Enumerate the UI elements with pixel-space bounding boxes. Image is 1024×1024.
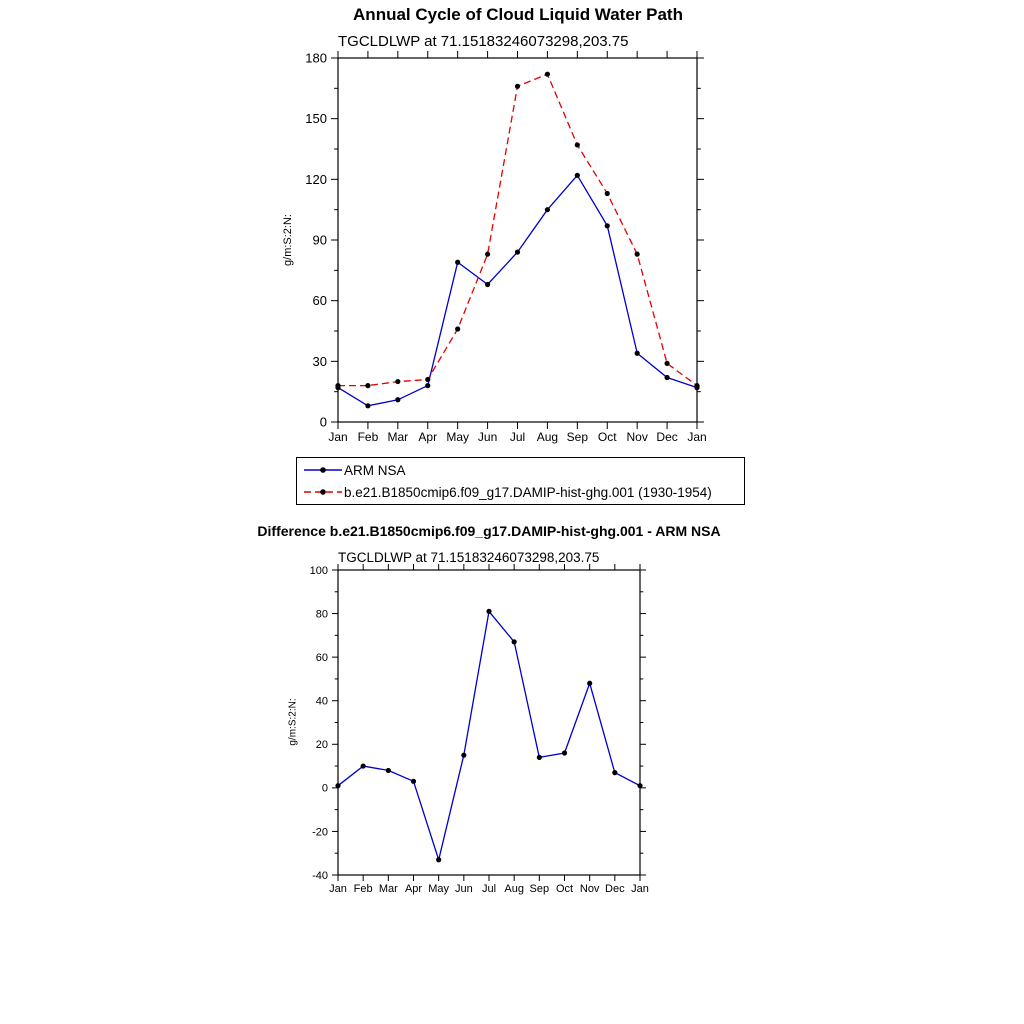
- y-tick-label: 120: [305, 171, 327, 187]
- x-tick-label: Aug: [504, 883, 524, 895]
- top-chart-subtitle: TGCLDLWP at 71.15183246073298,203.75: [338, 33, 629, 50]
- data-point-marker: [612, 770, 617, 775]
- data-point-marker: [562, 750, 567, 755]
- data-point-marker: [515, 84, 520, 89]
- x-tick-label: Nov: [579, 883, 600, 895]
- x-tick-label: May: [428, 883, 450, 895]
- x-tick-label: Apr: [418, 430, 438, 444]
- y-tick-label: 40: [315, 695, 328, 708]
- data-point-marker: [425, 383, 430, 388]
- top-chart-title: Annual Cycle of Cloud Liquid Water Path: [353, 5, 683, 24]
- x-tick-label: May: [446, 430, 470, 444]
- data-point-marker: [485, 282, 490, 287]
- data-point-marker: [425, 377, 430, 382]
- y-tick-label: 30: [312, 353, 327, 369]
- data-point-marker: [545, 207, 550, 212]
- data-point-marker: [637, 783, 642, 788]
- series-line-arm-nsa: [338, 175, 697, 405]
- top-chart-plot: [305, 51, 706, 444]
- x-tick-label: Jan: [329, 883, 347, 895]
- x-tick-label: Jan: [687, 430, 707, 444]
- series-line-b-e21-b1850cmip6-f09-g17-damip-hist-ghg-001-1930-1954-: [338, 74, 697, 385]
- data-point-marker: [485, 252, 490, 257]
- legend-box: [296, 457, 745, 505]
- y-tick-label: 150: [305, 111, 327, 127]
- data-point-marker: [365, 383, 370, 388]
- x-tick-label: Sep: [566, 430, 589, 444]
- data-point-marker: [486, 609, 491, 614]
- x-tick-label: Jan: [631, 883, 649, 895]
- y-tick-label: 90: [312, 232, 327, 248]
- y-tick-label: 80: [315, 608, 328, 621]
- data-point-marker: [395, 397, 400, 402]
- y-tick-label: 0: [319, 414, 327, 430]
- x-tick-label: Feb: [357, 430, 379, 444]
- data-point-marker: [395, 379, 400, 384]
- y-tick-label: 180: [305, 50, 327, 66]
- data-point-marker: [575, 142, 580, 147]
- legend-line-dashed-icon: [303, 485, 343, 499]
- data-point-marker: [635, 351, 640, 356]
- data-point-marker: [515, 250, 520, 255]
- x-tick-label: Aug: [536, 430, 559, 444]
- data-point-marker: [461, 753, 466, 758]
- data-point-marker: [575, 173, 580, 178]
- data-point-marker: [361, 763, 366, 768]
- axis-box: [338, 570, 640, 875]
- legend-item-arm-nsa: [303, 459, 744, 481]
- data-point-marker: [587, 681, 592, 686]
- x-tick-label: Dec: [656, 430, 678, 444]
- data-point-marker: [411, 779, 416, 784]
- x-tick-label: Mar: [387, 430, 409, 444]
- data-point-marker: [605, 191, 610, 196]
- data-point-marker: [694, 383, 699, 388]
- x-tick-label: Mar: [378, 883, 398, 895]
- x-tick-label: Dec: [605, 883, 625, 895]
- axis-box: [338, 58, 697, 422]
- x-tick-label: Feb: [353, 883, 373, 895]
- bottom-chart-subtitle: TGCLDLWP at 71.15183246073298,203.75: [338, 550, 600, 565]
- data-point-marker: [455, 260, 460, 265]
- legend-line-solid-icon: [303, 463, 343, 477]
- y-tick-label: 100: [309, 564, 328, 577]
- y-tick-label: 0: [321, 782, 328, 795]
- x-tick-label: Apr: [404, 883, 423, 895]
- legend-item-model: [303, 481, 744, 503]
- x-tick-label: Oct: [597, 430, 617, 444]
- x-tick-label: Jul: [509, 430, 526, 444]
- legend-label-arm-nsa: ARM NSA: [344, 462, 406, 478]
- y-tick-label: 60: [315, 651, 328, 664]
- x-tick-label: Jul: [481, 883, 497, 895]
- x-tick-label: Sep: [529, 883, 550, 895]
- x-tick-label: Jun: [477, 430, 498, 444]
- legend-label-model: b.e21.B1850cmip6.f09_g17.DAMIP-hist-ghg.001 (1930-1954): [344, 484, 712, 500]
- bottom-chart-title: Difference b.e21.B1850cmip6.f09_g17.DAMIP-hist-ghg.001 - ARM NSA: [257, 523, 721, 539]
- data-point-marker: [605, 223, 610, 228]
- data-point-marker: [436, 857, 441, 862]
- x-tick-label: Jun: [454, 883, 473, 895]
- data-point-marker: [537, 755, 542, 760]
- data-point-marker: [386, 768, 391, 773]
- data-point-marker: [545, 72, 550, 77]
- data-point-marker: [365, 403, 370, 408]
- data-point-marker: [635, 252, 640, 257]
- data-point-marker: [512, 639, 517, 644]
- y-tick-label: 60: [312, 293, 327, 309]
- y-tick-label: -20: [312, 826, 328, 839]
- bottom-chart-y-axis-label: g/m:S:2:N:: [287, 698, 299, 746]
- bottom-chart-plot: [310, 564, 649, 895]
- data-point-marker: [664, 375, 669, 380]
- data-point-marker: [335, 783, 340, 788]
- x-tick-label: Oct: [555, 883, 574, 895]
- top-chart-y-axis-label: g/m:S:2:N:: [282, 214, 294, 266]
- data-point-marker: [664, 361, 669, 366]
- data-point-marker: [455, 326, 460, 331]
- data-point-marker: [335, 383, 340, 388]
- x-tick-label: Jan: [328, 430, 348, 444]
- y-tick-label: -40: [312, 869, 328, 882]
- x-tick-label: Nov: [626, 430, 648, 444]
- series-line-difference: [338, 611, 640, 859]
- y-tick-label: 20: [315, 739, 328, 752]
